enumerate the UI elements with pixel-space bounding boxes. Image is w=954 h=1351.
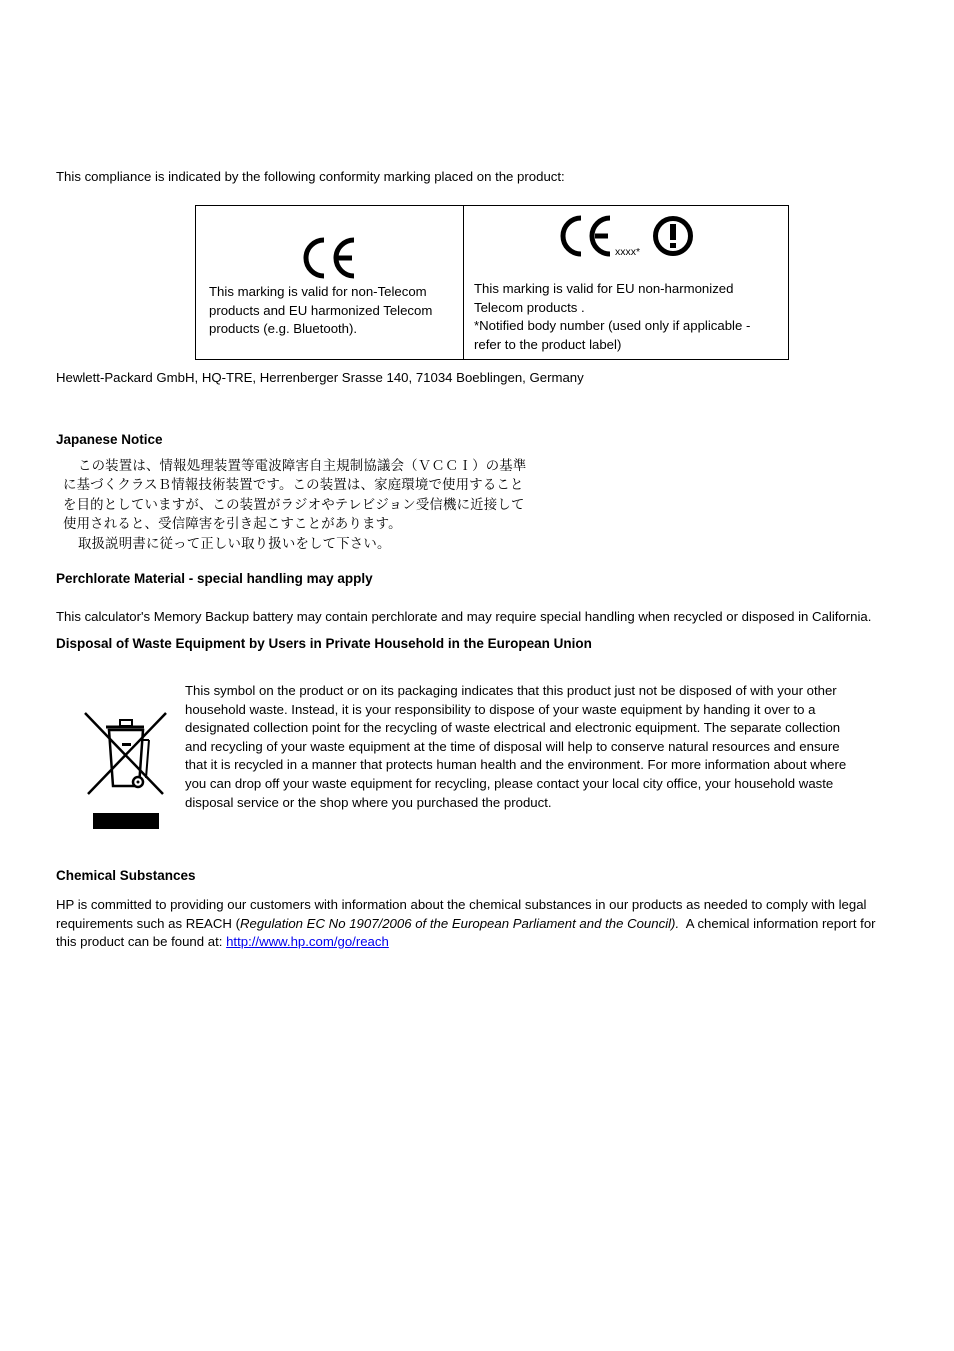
weee-line: designated collection point for the recycling of waste electrical and electronic equipment. The separate collection xyxy=(185,720,841,736)
chemical-line xyxy=(56,915,936,934)
right-cell-line: This marking is valid for EU non-harmonized xyxy=(474,281,734,296)
address-text: Hewlett-Packard GmbH, HQ-TRE, Herrenberger Srasse 140, 71034 Boeblingen, Germany xyxy=(56,370,584,385)
japanese-line: に基づくクラスＢ情報技術装置です。この装置は、家庭環境で使用すること xyxy=(63,478,524,494)
reach-link[interactable]: http://www.hp.com/go/reach xyxy=(226,934,389,950)
chemical-heading: Chemical Substances xyxy=(56,868,196,883)
ce-mark-icon xyxy=(558,215,616,257)
chemical-line xyxy=(56,933,936,952)
notified-body-placeholder: xxxx* xyxy=(615,246,641,258)
right-cell-line: *Notified body number (used only if applicable - xyxy=(474,318,751,334)
chemical-line3-prefix: this product can be found at: xyxy=(56,934,227,950)
left-cell-line: This marking is valid for non-Telecom xyxy=(209,284,427,299)
ce-mark-icon xyxy=(300,236,360,280)
chemical-line2-prefix: requirements such as REACH ( xyxy=(56,915,240,931)
weee-line: disposal service or the shop where you purchased the product. xyxy=(185,794,552,810)
left-cell-text xyxy=(209,283,432,339)
japanese-line: を目的としていますが、この装置がラジオやテレビジョン受信機に近接して xyxy=(63,497,525,513)
weee-bin-icon xyxy=(82,710,168,830)
right-cell-line: Telecom products . xyxy=(474,299,585,315)
weee-line: household waste. Instead, it is your responsibility to dispose of your waste equipment by handing it over to a xyxy=(185,701,816,717)
left-cell-line: products and EU harmonized Telecom xyxy=(209,302,433,318)
chemical-line2-suffix: A chemical information report for xyxy=(679,915,876,931)
japanese-notice-text xyxy=(63,457,583,554)
chemical-line: HP is committed to providing our customers with information about the chemical substances in our products as needed to comply with legal xyxy=(56,897,867,912)
table-divider xyxy=(463,206,464,359)
alert-mark-icon xyxy=(652,215,694,257)
japanese-line: 取扱説明書に従って正しい取り扱いをして下さい。 xyxy=(78,536,391,552)
right-cell-text xyxy=(474,280,750,354)
left-cell-line: products (e.g. Bluetooth). xyxy=(209,321,358,337)
weee-line: that it is recycled in a manner that protects human health and the environment. For more information about where xyxy=(185,757,847,773)
weee-text xyxy=(185,682,905,812)
weee-line: you can drop off your waste equipment for recycling, please contact your local city office, your household waste xyxy=(185,775,834,791)
intro-text: This compliance is indicated by the following conformity marking placed on the product: xyxy=(56,169,565,184)
weee-line: This symbol on the product or on its packaging indicates that this product just not be disposed of with your other xyxy=(185,683,837,698)
weee-line: and recycling of your waste equipment at the time of disposal will help to conserve natural resources and ensure xyxy=(185,738,840,754)
chemical-text xyxy=(56,896,936,952)
japanese-line: この装置は、情報処理装置等電波障害自主規制協議会（ＶＣＣＩ）の基準 xyxy=(78,459,527,474)
conformity-table xyxy=(195,205,789,360)
perchlorate-text: This calculator's Memory Backup battery may contain perchlorate and may require special handling when recycled or disposed in California. xyxy=(56,609,872,624)
right-cell-line: refer to the product label) xyxy=(474,336,622,352)
japanese-notice-heading: Japanese Notice xyxy=(56,432,163,447)
weee-heading: Disposal of Waste Equipment by Users in Private Household in the European Union xyxy=(56,636,592,651)
japanese-line: 使用されると、受信障害を引き起こすことがあります。 xyxy=(63,517,402,533)
regulation-citation: Regulation EC No 1907/2006 of the European Parliament and the Council). xyxy=(239,915,680,931)
perchlorate-heading: Perchlorate Material - special handling may apply xyxy=(56,571,373,586)
